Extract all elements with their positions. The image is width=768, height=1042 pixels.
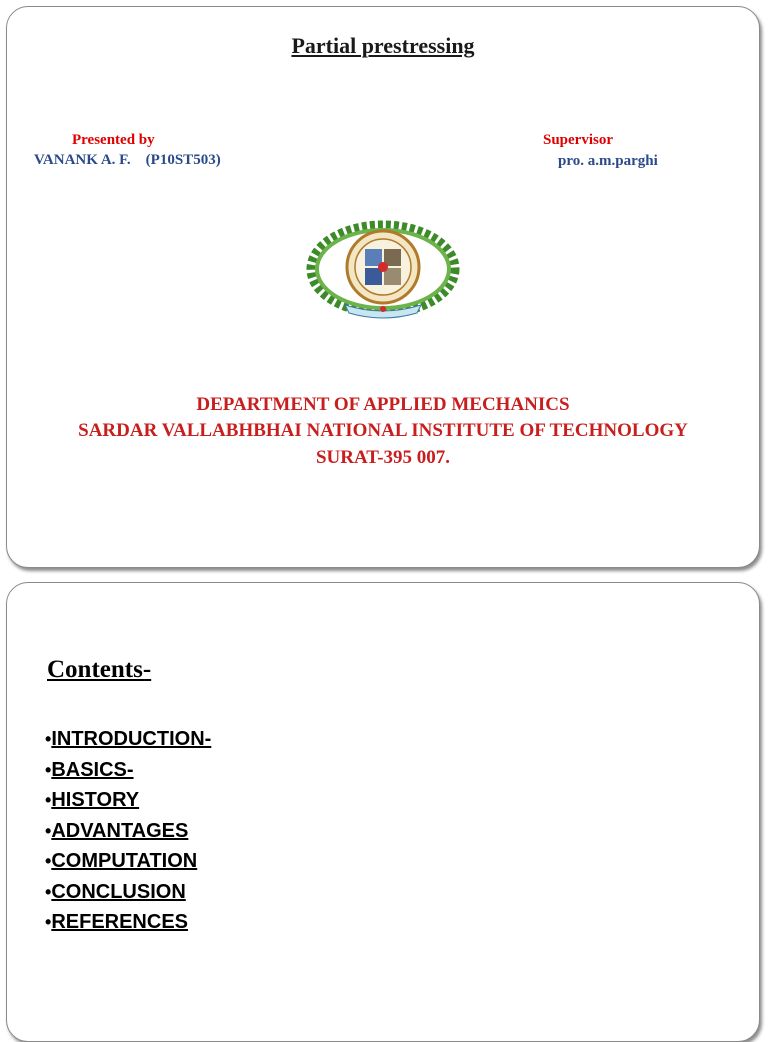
contents-item-references: REFERENCES xyxy=(51,911,189,933)
presenter-name: VANANK A. F. (P10ST503) xyxy=(34,152,221,168)
list-item[interactable] xyxy=(45,911,211,942)
contents-list xyxy=(45,728,211,942)
contents-item-basics: BASICS- xyxy=(51,758,134,781)
institute-emblem-logo xyxy=(305,219,461,321)
list-item[interactable] xyxy=(45,728,211,759)
institute-name: SARDAR VALLABHBHAI NATIONAL INSTITUTE OF TECHNOLOGY xyxy=(78,420,688,441)
bullet-icon: • xyxy=(45,729,52,749)
bullet-icon: • xyxy=(45,881,52,902)
list-item[interactable] xyxy=(45,850,211,881)
bullet-icon: • xyxy=(45,851,52,871)
bullet-icon: • xyxy=(45,790,52,810)
contents-item-introduction: INTRODUCTION- xyxy=(51,728,212,750)
list-item[interactable] xyxy=(45,820,211,851)
list-item[interactable] xyxy=(45,881,211,912)
presentation-title: Partial prestressing xyxy=(291,33,475,58)
supervisor-label: Supervisor xyxy=(543,132,614,148)
contents-item-conclusion: CONCLUSION xyxy=(51,880,186,903)
contents-slide xyxy=(6,582,760,1042)
bullet-icon: • xyxy=(45,759,52,780)
department-name: DEPARTMENT OF APPLIED MECHANICS xyxy=(196,394,570,415)
presented-by-label: Presented by xyxy=(72,132,155,148)
list-item[interactable] xyxy=(45,759,211,790)
institute-address: SURAT-395 007. xyxy=(315,447,451,468)
title-slide xyxy=(6,6,760,568)
bullet-icon: • xyxy=(45,912,52,932)
contents-heading: Contents- xyxy=(47,656,152,683)
list-item[interactable] xyxy=(45,789,211,820)
supervisor-name: pro. a.m.parghi xyxy=(558,153,658,169)
bullet-icon: • xyxy=(45,820,52,841)
contents-item-computation: COMPUTATION xyxy=(51,850,198,872)
contents-item-advantages: ADVANTAGES xyxy=(51,819,189,842)
contents-item-history: HISTORY xyxy=(51,789,140,811)
